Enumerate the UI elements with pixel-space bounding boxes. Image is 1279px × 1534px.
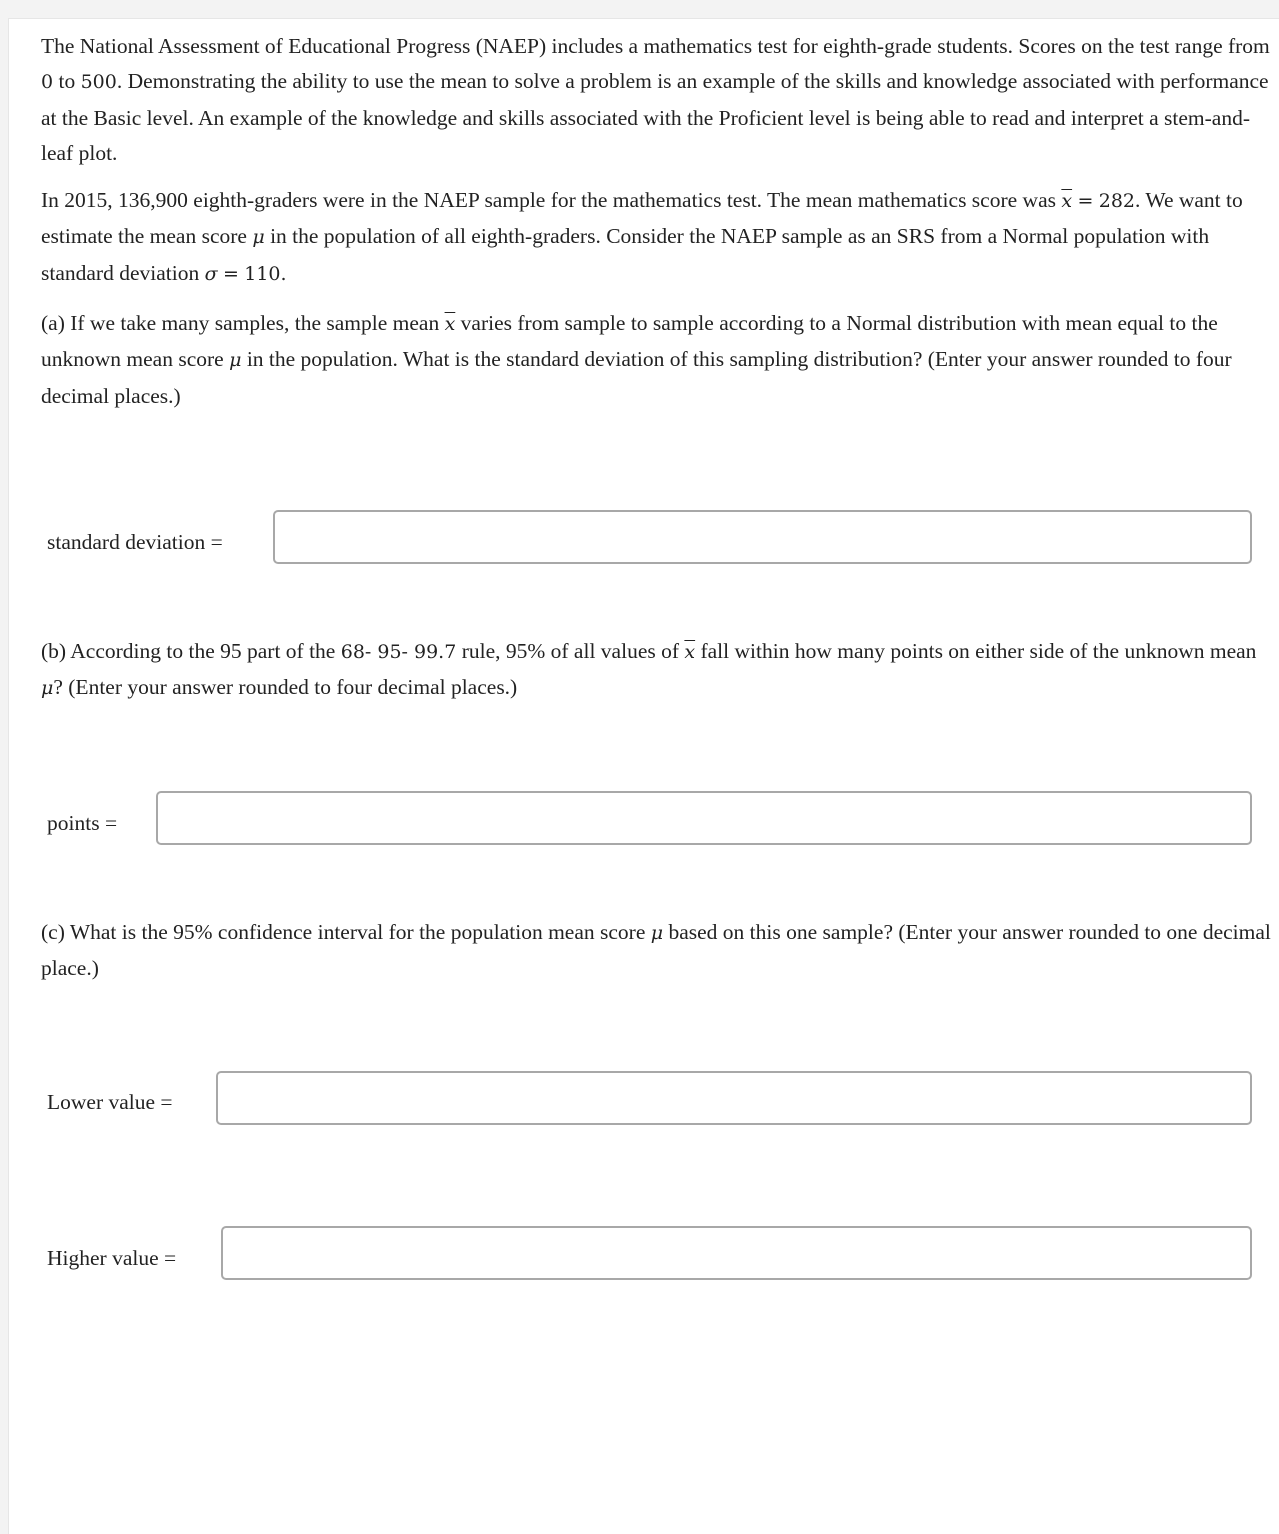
population-text: in the population of all eighth-graders. Consider the NAEP sample as an SRS from a Normal population with standard deviation [41, 224, 1210, 285]
empirical-rule: 68- 95- 99.7 [340, 641, 457, 663]
xbar-symbol: $\overline{x}$ [1061, 190, 1073, 212]
estimate-text: . We want to estimate the mean score [41, 188, 1243, 249]
mu-symbol: μ [252, 226, 265, 249]
equals-sign-2: = [222, 262, 239, 285]
intro-text: The National Assessment of Educational Progress (NAEP) includes a mathematics test for eighth-grade students. Scores on the test range from [41, 34, 1270, 58]
score-min: 0 [41, 71, 54, 94]
range-to-word: to [58, 69, 76, 94]
lower-value-label: Lower value = [47, 1090, 173, 1114]
points-label: points = [47, 811, 118, 835]
sample-mean-value: 282 [1098, 190, 1136, 212]
part-b-text-4: ? (Enter your answer rounded to four decimal places.) [53, 675, 518, 700]
intro-text-rest: . Demonstrating the ability to use the mean to solve a problem is an example of the skills and knowledge associated with performance at the Basic level. An example of the knowledge and skills associated with the Proficient level is being able to read and interpret a stem-and-leaf plot. [41, 69, 1269, 165]
standard-deviation-label: standard deviation = [47, 530, 223, 554]
part-a-question [41, 306, 1277, 414]
part-b-text-1: (b) According to the 95 part of the [41, 639, 336, 663]
part-a-text-2: varies from sample to sample according to a Normal distribution with mean equal to the unknown mean score [41, 311, 1218, 372]
intro-paragraph-1 [41, 29, 1277, 171]
points-input[interactable] [156, 791, 1252, 845]
xbar-symbol-b: $\overline{x}$ [684, 641, 696, 663]
part-c-question [41, 915, 1277, 987]
question-card [8, 18, 1279, 1534]
mu-symbol-c: μ [650, 922, 664, 944]
standard-deviation-input[interactable] [273, 510, 1252, 564]
higher-value-input[interactable] [221, 1226, 1252, 1280]
part-a-text-3: in the population. What is the standard deviation of this sampling distribution? (Enter your answer rounded to four decimal places.) [41, 347, 1232, 408]
part-b-question [41, 634, 1277, 707]
higher-value-label: Higher value = [47, 1246, 177, 1270]
xbar-symbol-a: $\overline{x}$ [444, 313, 456, 335]
part-c-text-2: based on this one sample? (Enter your answer rounded to one decimal place.) [41, 920, 1271, 981]
intro-paragraph-2 [41, 183, 1277, 292]
part-b-text-2: rule, 95% of all values of [461, 639, 680, 663]
equals-sign: = [1077, 190, 1094, 212]
mu-symbol-a: μ [229, 349, 242, 372]
sigma-period: . [280, 262, 287, 285]
score-max: 500 [80, 71, 117, 94]
mu-symbol-b: μ [41, 677, 54, 700]
part-c-text-1: (c) What is the 95% confidence interval for the population mean score [41, 920, 646, 944]
sample-text: In 2015, 136,900 eighth-graders were in the NAEP sample for the mathematics test. The mean mathematics score was [41, 188, 1056, 212]
part-b-text-3: fall within how many points on either side of the unknown mean [700, 639, 1257, 663]
sigma-symbol: σ [204, 262, 218, 285]
lower-value-input[interactable] [216, 1071, 1252, 1125]
part-a-text-1: (a) If we take many samples, the sample mean [41, 311, 440, 335]
sigma-value: 110 [244, 262, 281, 285]
